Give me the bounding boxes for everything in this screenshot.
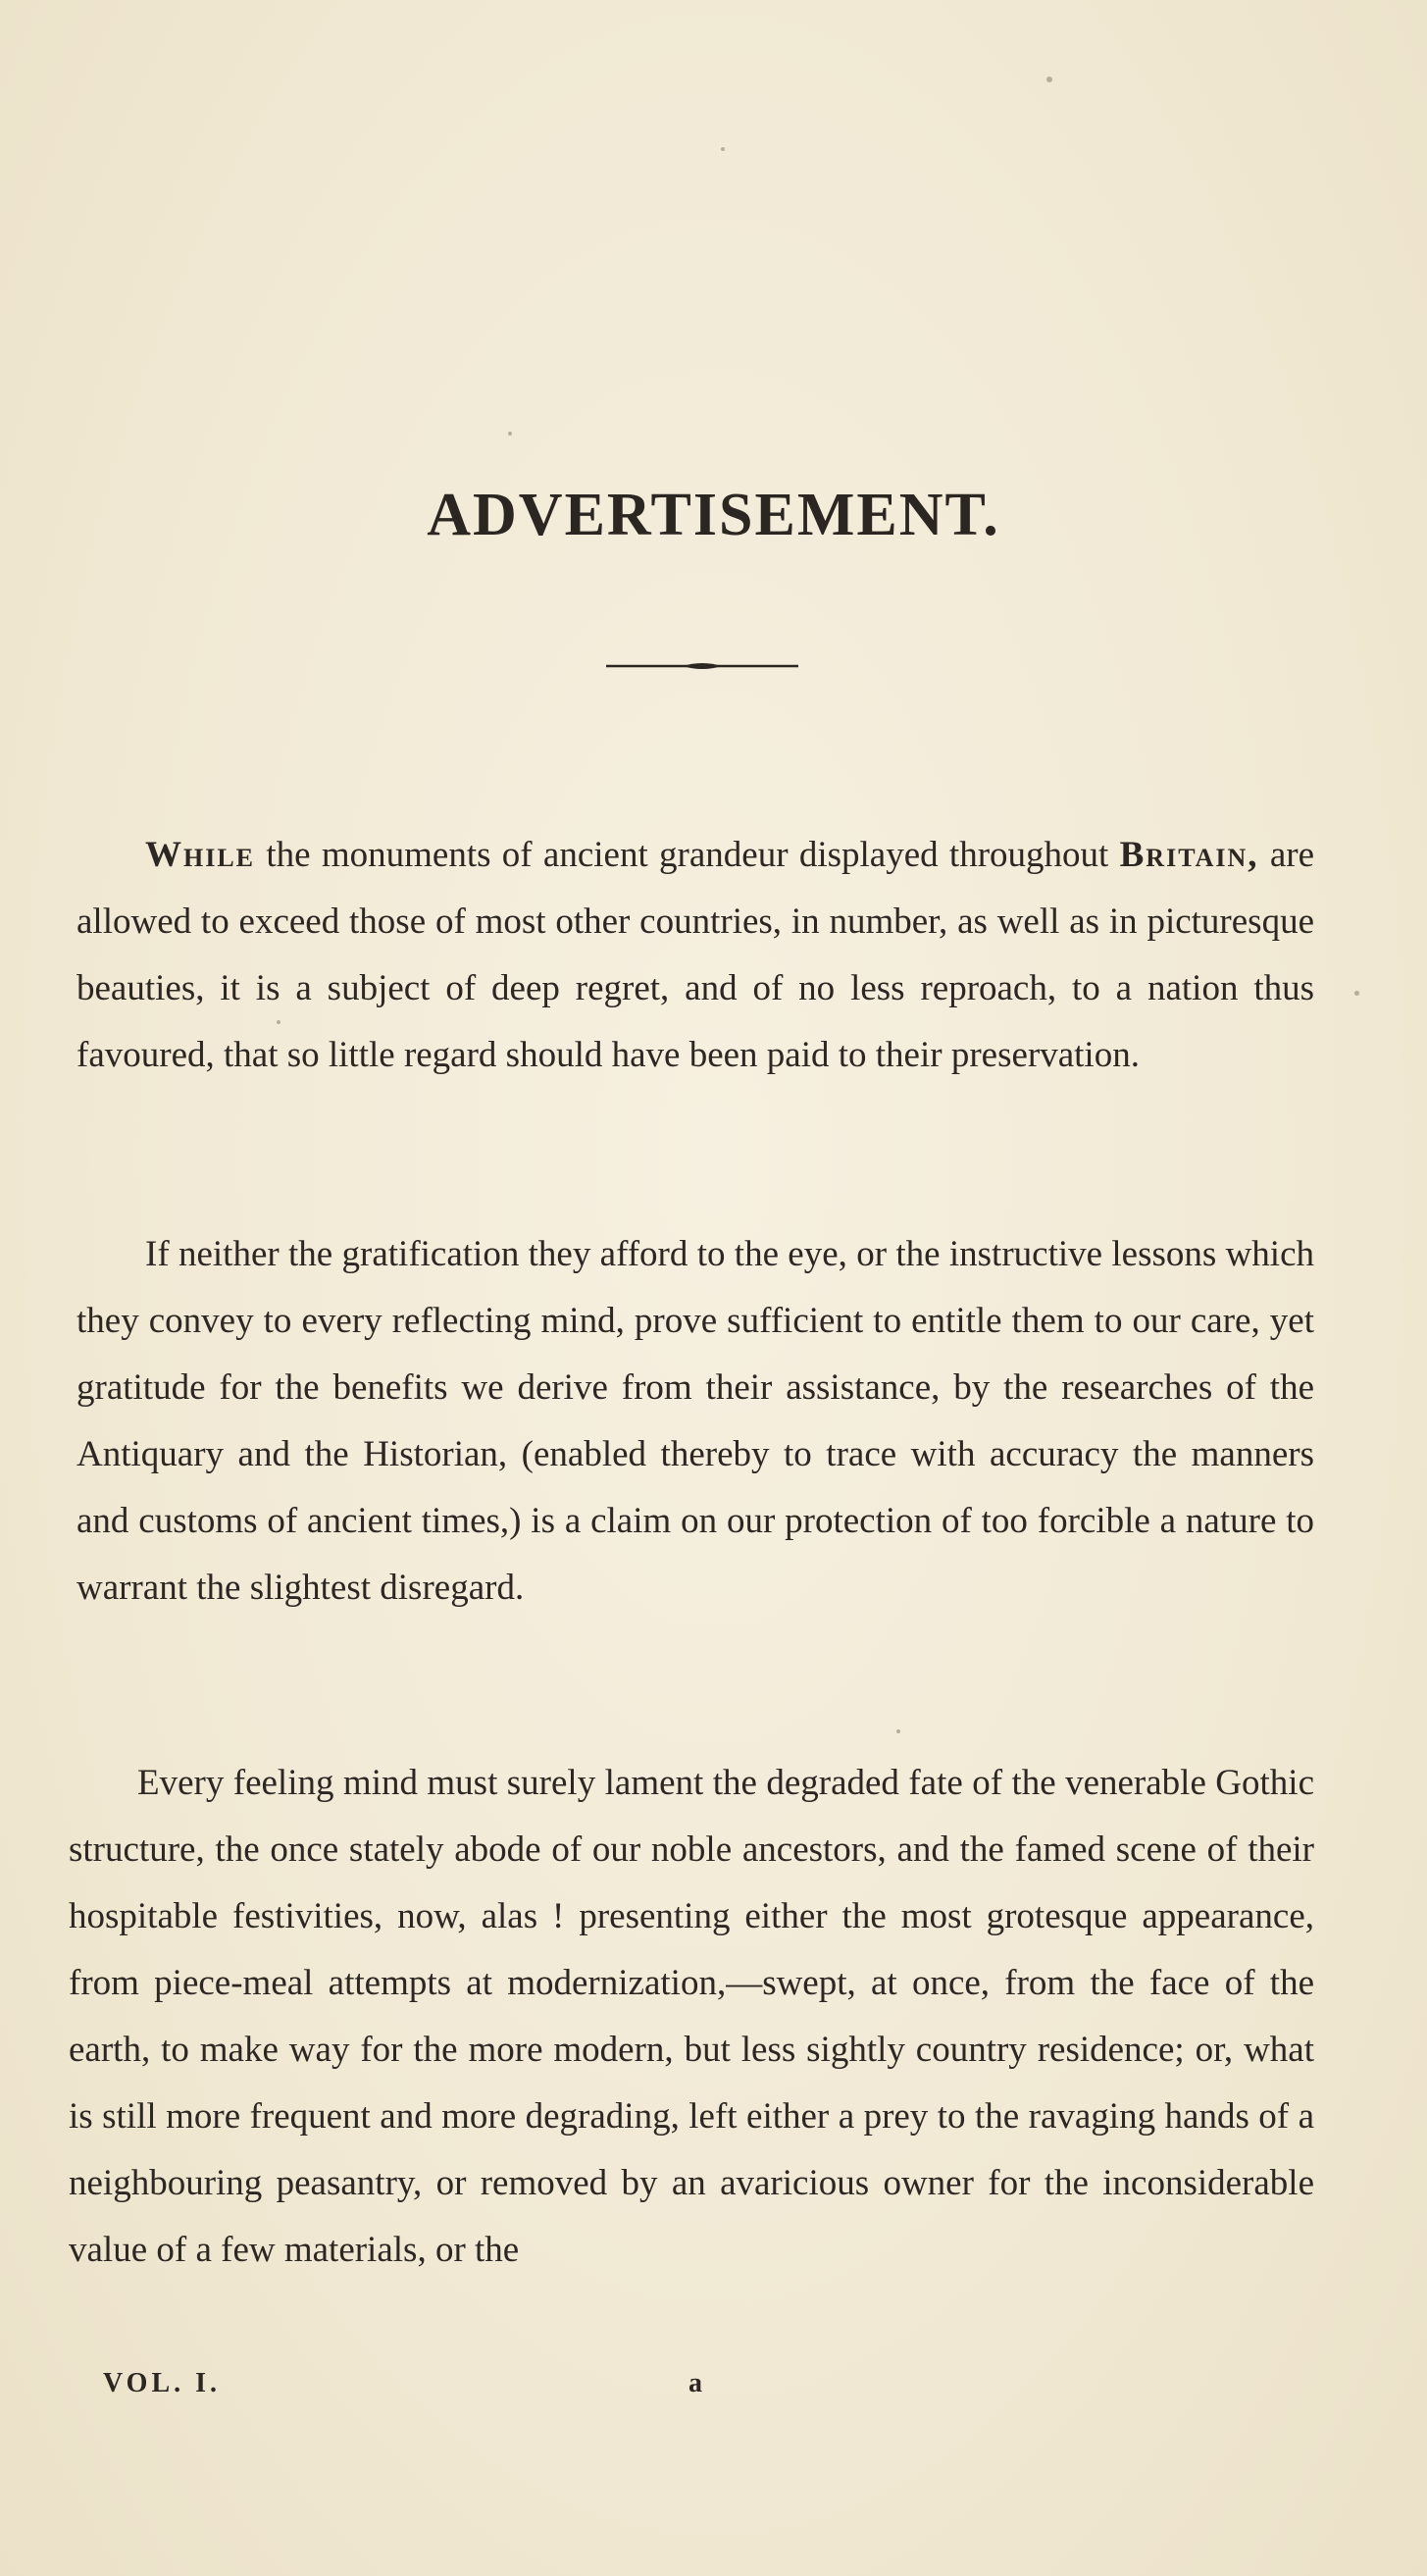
page-title: ADVERTISEMENT. (427, 482, 1000, 548)
paper-speck (1046, 77, 1052, 82)
paragraph-text: If neither the gratification they afford to the eye, or the instructive lessons which they convey to every reflecting mind, prove sufficient to entitle them to our care, yet gratitude for the benefits we derive from their assistance, by the researches of the Antiquary and the Historian, (enabled thereby to trace with accuracy the manners and customs of ancient times,) is a claim on our protection of too forcible a nature to warrant the slightest disregard. (76, 1234, 1314, 1608)
paper-speck (896, 1729, 900, 1733)
paragraph-lead-word: While (145, 835, 256, 875)
paragraph-text: are allowed to exceed those of most other countries, in number, as well as in picturesque beauties, it is a subject of deep regret, and of no less reproach, to a nation thus favoured, that so little regard should have been paid to their preservation. (76, 835, 1314, 1075)
paragraph-2 (76, 1221, 1314, 1622)
signature-mark: a (688, 2368, 702, 2398)
paragraph-text: the monuments of ancient grandeur displayed throughout (255, 835, 1120, 875)
paragraph-1 (76, 822, 1314, 1089)
paper-speck (277, 1020, 280, 1024)
paper-speck (721, 147, 725, 151)
paragraph-3 (69, 1750, 1314, 2284)
place-name: Britain, (1119, 835, 1259, 875)
volume-label: VOL. I. (103, 2368, 222, 2398)
ornamental-rule (606, 659, 798, 673)
paper-speck (1354, 991, 1359, 996)
page-footer (0, 2368, 1427, 2417)
paper-speck (508, 432, 512, 436)
paragraph-text: Every feeling mind must surely lament the degraded fate of the venerable Gothic structure, the once stately abode of our noble ancestors, and the famed scene of their hospitable festivities, now, alas ! presenting either the most grotesque appearance, from piece-meal attempts at modernization,—swept, at once, from the face of the earth, to make way for the more modern, but less sightly country residence; or, what is still more frequent and more degrading, left either a prey to the ravaging hands of a neighbouring peasantry, or removed by an avaricious owner for the inconsiderable value of a few materials, or the (69, 1763, 1314, 2270)
